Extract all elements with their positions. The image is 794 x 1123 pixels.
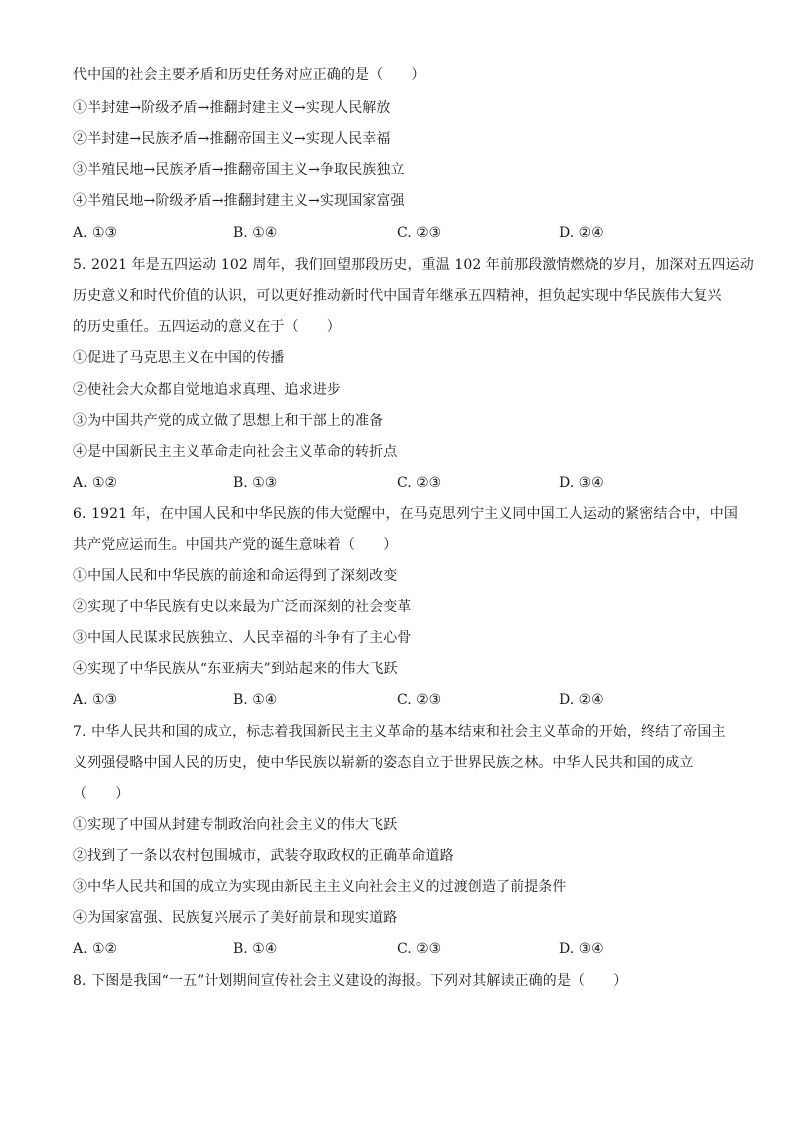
answer-statement: ③为中国共产党的成立做了思想上和干部上的准备 [73, 413, 384, 429]
option-b[interactable]: B. ①③ [233, 475, 278, 491]
answer-options-row [73, 939, 733, 959]
answer-statement: ①实现了中国从封建专制政治向社会主义的伟大飞跃 [73, 817, 398, 833]
option-a[interactable]: A. ①② [73, 475, 118, 491]
question-stem-line: 代中国的社会主要矛盾和历史任务对应正确的是（ ） [73, 67, 426, 83]
option-b[interactable]: B. ①④ [233, 692, 278, 708]
answer-statement: ①半封建→阶级矛盾→推翻封建主义→实现人民解放 [73, 100, 391, 116]
answer-statement: ④半殖民地→阶级矛盾→推翻封建主义→实现国家富强 [73, 193, 405, 209]
answer-options-row [73, 223, 733, 243]
answer-statement: ③半殖民地→民族矛盾→推翻帝国主义→争取民族独立 [73, 162, 405, 178]
question-stem-line: （ ） [73, 786, 130, 802]
answer-statement: ②找到了一条以农村包围城市，武装夺取政权的正确革命道路 [73, 848, 454, 864]
option-d[interactable]: D. ②④ [559, 692, 604, 708]
answer-statement: ③中华人民共和国的成立为实现由新民主主义向社会主义的过渡创造了前提条件 [73, 879, 567, 895]
answer-statement: ④实现了中华民族从“东亚病夫”到站起来的伟大飞跃 [73, 661, 398, 677]
answer-statement: ②实现了中华民族有史以来最为广泛而深刻的社会变革 [73, 599, 412, 615]
option-d[interactable]: D. ③④ [559, 475, 604, 491]
answer-statement: ①中国人民和中华民族的前途和命运得到了深刻改变 [73, 568, 398, 584]
question-stem-line: 8. 下图是我国“一五”计划期间宣传社会主义建设的海报。下列对其解读正确的是（ ） [73, 973, 628, 989]
option-a[interactable]: A. ①③ [73, 692, 118, 708]
answer-statement: ④是中国新民主主义革命走向社会主义革命的转折点 [73, 444, 398, 460]
option-b[interactable]: B. ①④ [233, 941, 278, 957]
answer-statement: ④为国家富强、民族复兴展示了美好前景和现实道路 [73, 910, 398, 926]
question-stem-line: 的历史重任。五四运动的意义在于（ ） [73, 319, 341, 335]
question-stem-line: 义列强侵略中国人民的历史，使中华民族以崭新的姿态自立于世界民族之林。中华人民共和国的成立 [73, 755, 694, 771]
option-a[interactable]: A. ①② [73, 941, 118, 957]
option-c[interactable]: C. ②③ [397, 475, 442, 491]
option-c[interactable]: C. ②③ [397, 225, 442, 241]
option-d[interactable]: D. ②④ [559, 225, 604, 241]
question-stem-line: 6. 1921 年，在中国人民和中华民族的伟大觉醒中，在马克思列宁主义同中国工人运动的紧密结合中，中国 [73, 506, 738, 522]
option-a[interactable]: A. ①③ [73, 225, 118, 241]
option-c[interactable]: C. ②③ [397, 692, 442, 708]
question-stem-line: 共产党应运而生。中国共产党的诞生意味着（ ） [73, 537, 398, 553]
answer-options-row [73, 690, 733, 710]
answer-statement: ①促进了马克思主义在中国的传播 [73, 350, 285, 366]
answer-options-row [73, 473, 733, 493]
option-c[interactable]: C. ②③ [397, 941, 442, 957]
question-stem-line: 历史意义和时代价值的认识，可以更好推动新时代中国青年继承五四精神，担负起实现中华民族伟大复兴 [73, 288, 722, 304]
question-stem-line: 5. 2021 年是五四运动 102 周年，我们回望那段历史，重温 102 年前那段激情燃烧的岁月，加深对五四运动 [73, 257, 754, 273]
question-stem-line: 7. 中华人民共和国的成立，标志着我国新民主主义革命的基本结束和社会主义革命的开始，终结了帝国主 [73, 724, 726, 740]
option-d[interactable]: D. ③④ [559, 941, 604, 957]
answer-statement: ②半封建→民族矛盾→推翻帝国主义→实现人民幸福 [73, 131, 391, 147]
answer-statement: ③中国人民谋求民族独立、人民幸福的斗争有了主心骨 [73, 630, 412, 646]
option-b[interactable]: B. ①④ [233, 225, 278, 241]
answer-statement: ②使社会大众都自觉地追求真理、追求进步 [73, 382, 341, 398]
